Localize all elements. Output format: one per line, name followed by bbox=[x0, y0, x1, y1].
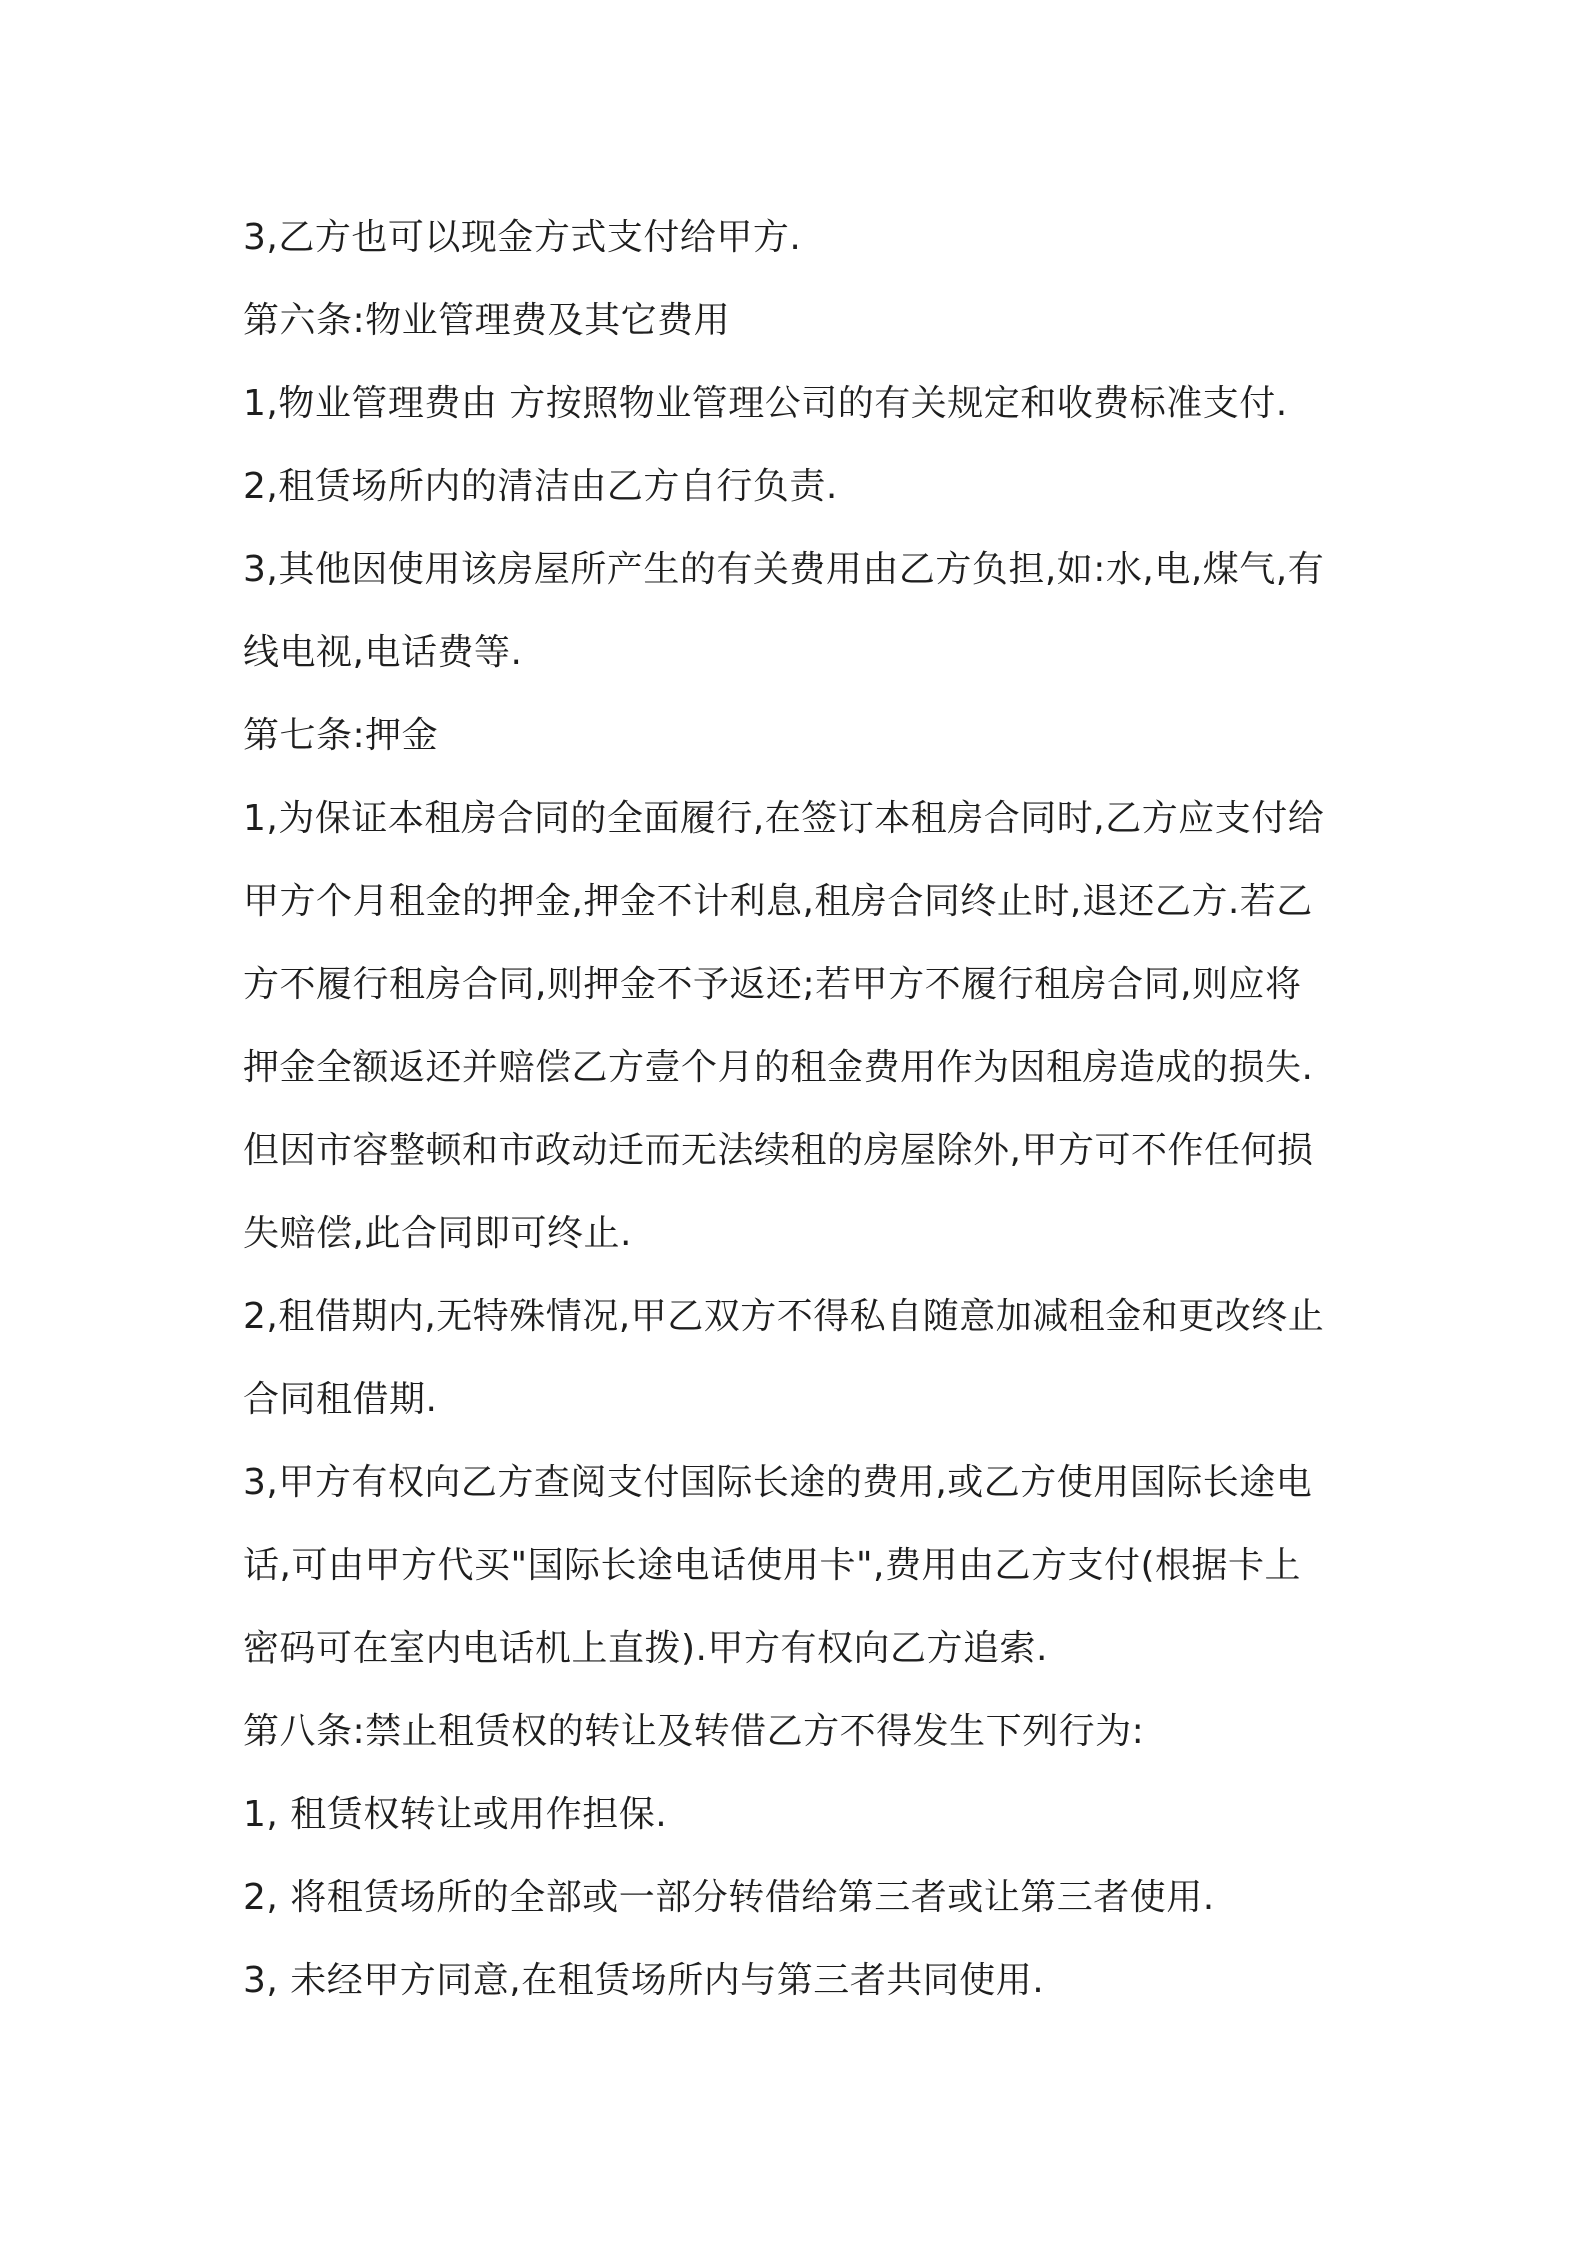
text-line: 合同租借期. bbox=[243, 1379, 438, 1420]
text-line: 线电视,电话费等. bbox=[243, 632, 523, 673]
text-line: 失赔偿,此合同即可终止. bbox=[243, 1213, 632, 1254]
section-heading: 第六条:物业管理费及其它费用 bbox=[243, 300, 731, 341]
section-heading: 第八条:禁止租赁权的转让及转借乙方不得发生下列行为: bbox=[243, 1711, 1145, 1752]
text-line: 3,其他因使用该房屋所产生的有关费用由乙方负担,如:水,电,煤气,有 bbox=[243, 549, 1325, 590]
text-line: 话,可由甲方代买"国际长途电话使用卡",费用由乙方支付(根据卡上 bbox=[243, 1545, 1302, 1586]
section-heading: 第七条:押金 bbox=[243, 715, 439, 756]
text-line: 3,甲方有权向乙方查阅支付国际长途的费用,或乙方使用国际长途电 bbox=[243, 1462, 1313, 1503]
text-line: 2, 将租赁场所的全部或一部分转借给第三者或让第三者使用. bbox=[243, 1877, 1215, 1918]
text-line: 1, 租赁权转让或用作担保. bbox=[243, 1794, 668, 1835]
text-line: 2,租借期内,无特殊情况,甲乙双方不得私自随意加减租金和更改终止 bbox=[243, 1296, 1325, 1337]
text-line: 密码可在室内电话机上直拨).甲方有权向乙方追索. bbox=[243, 1628, 1048, 1669]
text-line: 押金全额返还并赔偿乙方壹个月的租金费用作为因租房造成的损失. bbox=[243, 1047, 1314, 1088]
text-line: 1,为保证本租房合同的全面履行,在签订本租房合同时,乙方应支付给 bbox=[243, 798, 1325, 839]
text-line: 3, 未经甲方同意,在租赁场所内与第三者共同使用. bbox=[243, 1960, 1045, 2001]
text-line: 方不履行租房合同,则押金不予返还;若甲方不履行租房合同,则应将 bbox=[243, 964, 1302, 1005]
text-line: 1,物业管理费由 方按照物业管理公司的有关规定和收费标准支付. bbox=[243, 383, 1288, 424]
text-line: 3,乙方也可以现金方式支付给甲方. bbox=[243, 217, 802, 258]
document-body bbox=[243, 196, 1363, 2022]
text-line: 但因市容整顿和市政动迁而无法续租的房屋除外,甲方可不作任何损 bbox=[243, 1130, 1314, 1171]
text-line: 甲方个月租金的押金,押金不计利息,租房合同终止时,退还乙方.若乙 bbox=[243, 881, 1313, 922]
text-line: 2,租赁场所内的清洁由乙方自行负责. bbox=[243, 466, 838, 507]
